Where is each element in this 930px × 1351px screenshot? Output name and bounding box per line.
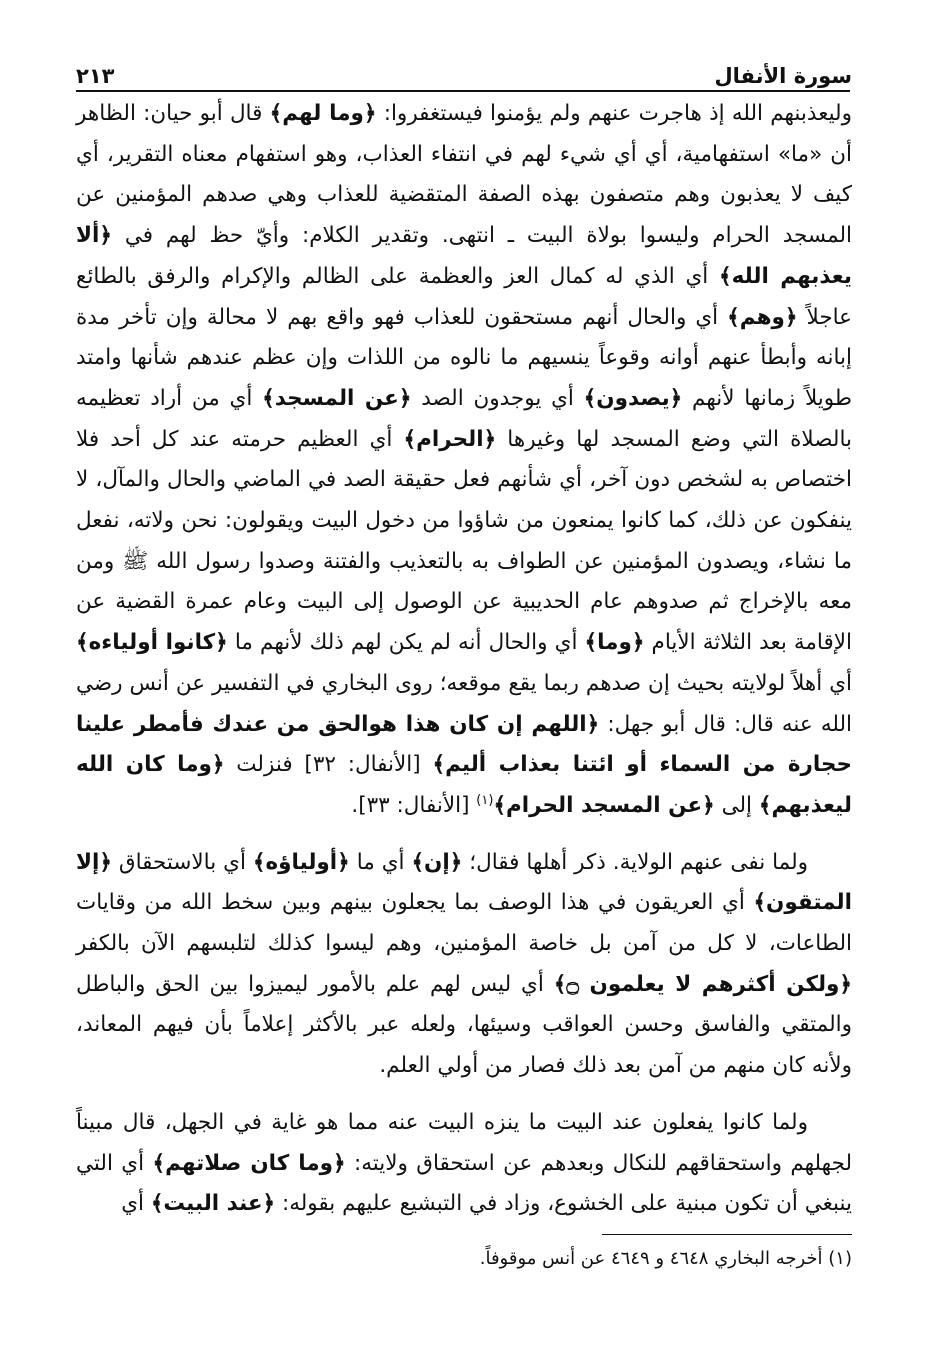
paragraph-3: ولما كانوا يفعلون عند البيت ما ينزه البيت عنه مما هو غاية في الجهل، قال مبيناً لجهلهم واستحقاقهم للنكال وبعدهم عن استحقاق ولايته: ﴿وما كان صلاتهم﴾ أي التي ينبغي أن تكون مبنية على الخشوع، وزاد في التبشيع عليهم بقوله: ﴿عند البيت﴾ أي [76,1109,853,1217]
surah-title: سورة الأنفال [714,64,852,88]
quran-quote: ﴿كانوا أولياءه﴾ [76,630,228,656]
quran-quote: ﴿ألا يعذبهم الله﴾ [76,223,852,289]
header-rule [76,90,850,92]
footnote: (١) أخرجه البخاري ٤٦٤٨ و ٤٦٤٩ عن أنس موقوفاً. [479,1248,852,1269]
page-number: ٢١٣ [76,64,115,88]
page-header [76,52,852,88]
main-text [76,94,852,1225]
quran-quote: ﴿عن المسجد﴾ [262,385,412,411]
quran-quote: ﴿ولكن أكثرهم لا يعلمون ۝﴾ [553,971,852,997]
paragraph-2: ولما نفى عنهم الولاية. ذكر أهلها فقال؛ ﴿إن﴾ أي ما ﴿أولياؤه﴾ أي بالاستحقاق ﴿إلا المتقون﴾ أي العريقون في هذا الوصف بما يجعلون بينهم وبين سخط الله من وقايات الطاعات، لا كل من آمن بل خاصة المؤمنين، وهم ليسوا كذلك لتلبسهم الآن بالكفر ﴿ولكن أكثرهم لا يعلمون ۝﴾ أي ليس لهم علم بالأمور ليميزوا بين الحق والباطل والمتقي والفاسق وحسن العواقب وسيئها، ولعله عبر بالأكثر إعلاماً بأن فيهم المعاند، ولأنه كان منهم من آمن بعد ذلك فصار من أولي العلم. [76,849,852,1079]
quran-quote: ﴿وما كان الله ليعذبهم﴾ [76,752,852,818]
quran-quote: ﴿اللهم إن كان هذا هوالحق من عندك فأمطر علينا حجارة من السماء أو ائتنا بعذاب أليم﴾ [76,711,852,778]
quran-quote: ﴿وما كان صلاتهم﴾ [152,1150,346,1176]
quran-quote: ﴿وما لهم﴾ [269,101,377,126]
footnote-marker: (١) [476,792,494,808]
quran-quote: ﴿وهم﴾ [727,304,798,330]
footnote-rule [602,1234,852,1235]
quran-quote: ﴿إلا المتقون﴾ [76,849,852,916]
quran-quote: ﴿عن المسجد الحرام﴾ [493,792,715,818]
quran-quote: ﴿إن﴾ [411,849,463,875]
quran-quote: ﴿وما﴾ [584,630,645,656]
quran-quote: ﴿عند البيت﴾ [150,1191,276,1217]
quran-quote: ﴿أولياؤه﴾ [252,849,350,875]
quran-quote: ﴿يصدون﴾ [583,385,683,411]
paragraph-1: وليعذبنهم الله إذ هاجرت عنهم ولم يؤمنوا فيستغفروا: ﴿وما لهم﴾ قال أبو حيان: الظاهر أن «ما» استفهامية، أي أي شيء لهم في انتفاء العذاب، وهو استفهام معناه التقرير، أي كيف لا يعذبون وهم متصفون بهذه الصفة المتقضية للعذاب وهي صدهم المؤمنين عن المسجد الحرام وليسوا بولاة البيت ـ انتهى. وتقدير الكلام: وأيّ حظ لهم في ﴿ألا يعذبهم الله﴾ أي الذي له كمال العز والعظمة على الظالم والإكرام والرفق بالطائع عاجلاً ﴿وهم﴾ أي والحال أنهم مستحقون للعذاب فهو واقع بهم لا محالة وإن تأخر مدة إبانه وأبطأ عنهم أوانه وقوعاً ينسيهم ما نالوه من اللذات وإن عظم عندهم شأنها وامتد طويلاً زمانها لأنهم ﴿يصدون﴾ أي يوجدون الصد ﴿عن المسجد﴾ أي من أراد تعظيمه بالصلاة التي وضع المسجد لها وغيرها ﴿الحرام﴾ أي العظيم حرمته عند كل أحد فلا اختصاص به لشخص دون آخر، أي شأنهم فعل حقيقة الصد في الماضي والحال والمآل، لا ينفكون عن ذلك، كما كانوا يمنعون من شاؤوا من دخول البيت ويقولون: نحن ولاته، نفعل ما نشاء، ويصدون المؤمنين عن الطواف به بالتعذيب والفتنة وصدوا رسول الله ﷺ ومن معه بالإخراج ثم صدوهم عام الحديبية عن الوصول إلى البيت وعام عمرة القضية عن الإقامة بعد الثلاثة الأيام ﴿وما﴾ أي والحال أنه لم يكن لهم ذلك لأنهم ما ﴿كانوا أولياءه﴾ أي أهلاً لولايته بحيث إن صدهم ربما يقع موقعه؛ روى البخاري في التفسير عن أنس رضي الله عنه قال: قال أبو جهل: ﴿اللهم إن كان هذا هوالحق من عندك فأمطر علينا حجارة من السماء أو ائتنا بعذاب أليم﴾ [الأنفال: ٣٢] فنزلت ﴿وما كان الله ليعذبهم﴾ إلى ﴿عن المسجد الحرام﴾$^{(١)}$ [الأنفال: ٣٣]. [76,101,852,818]
quran-quote: ﴿الحرام﴾ [403,426,497,452]
